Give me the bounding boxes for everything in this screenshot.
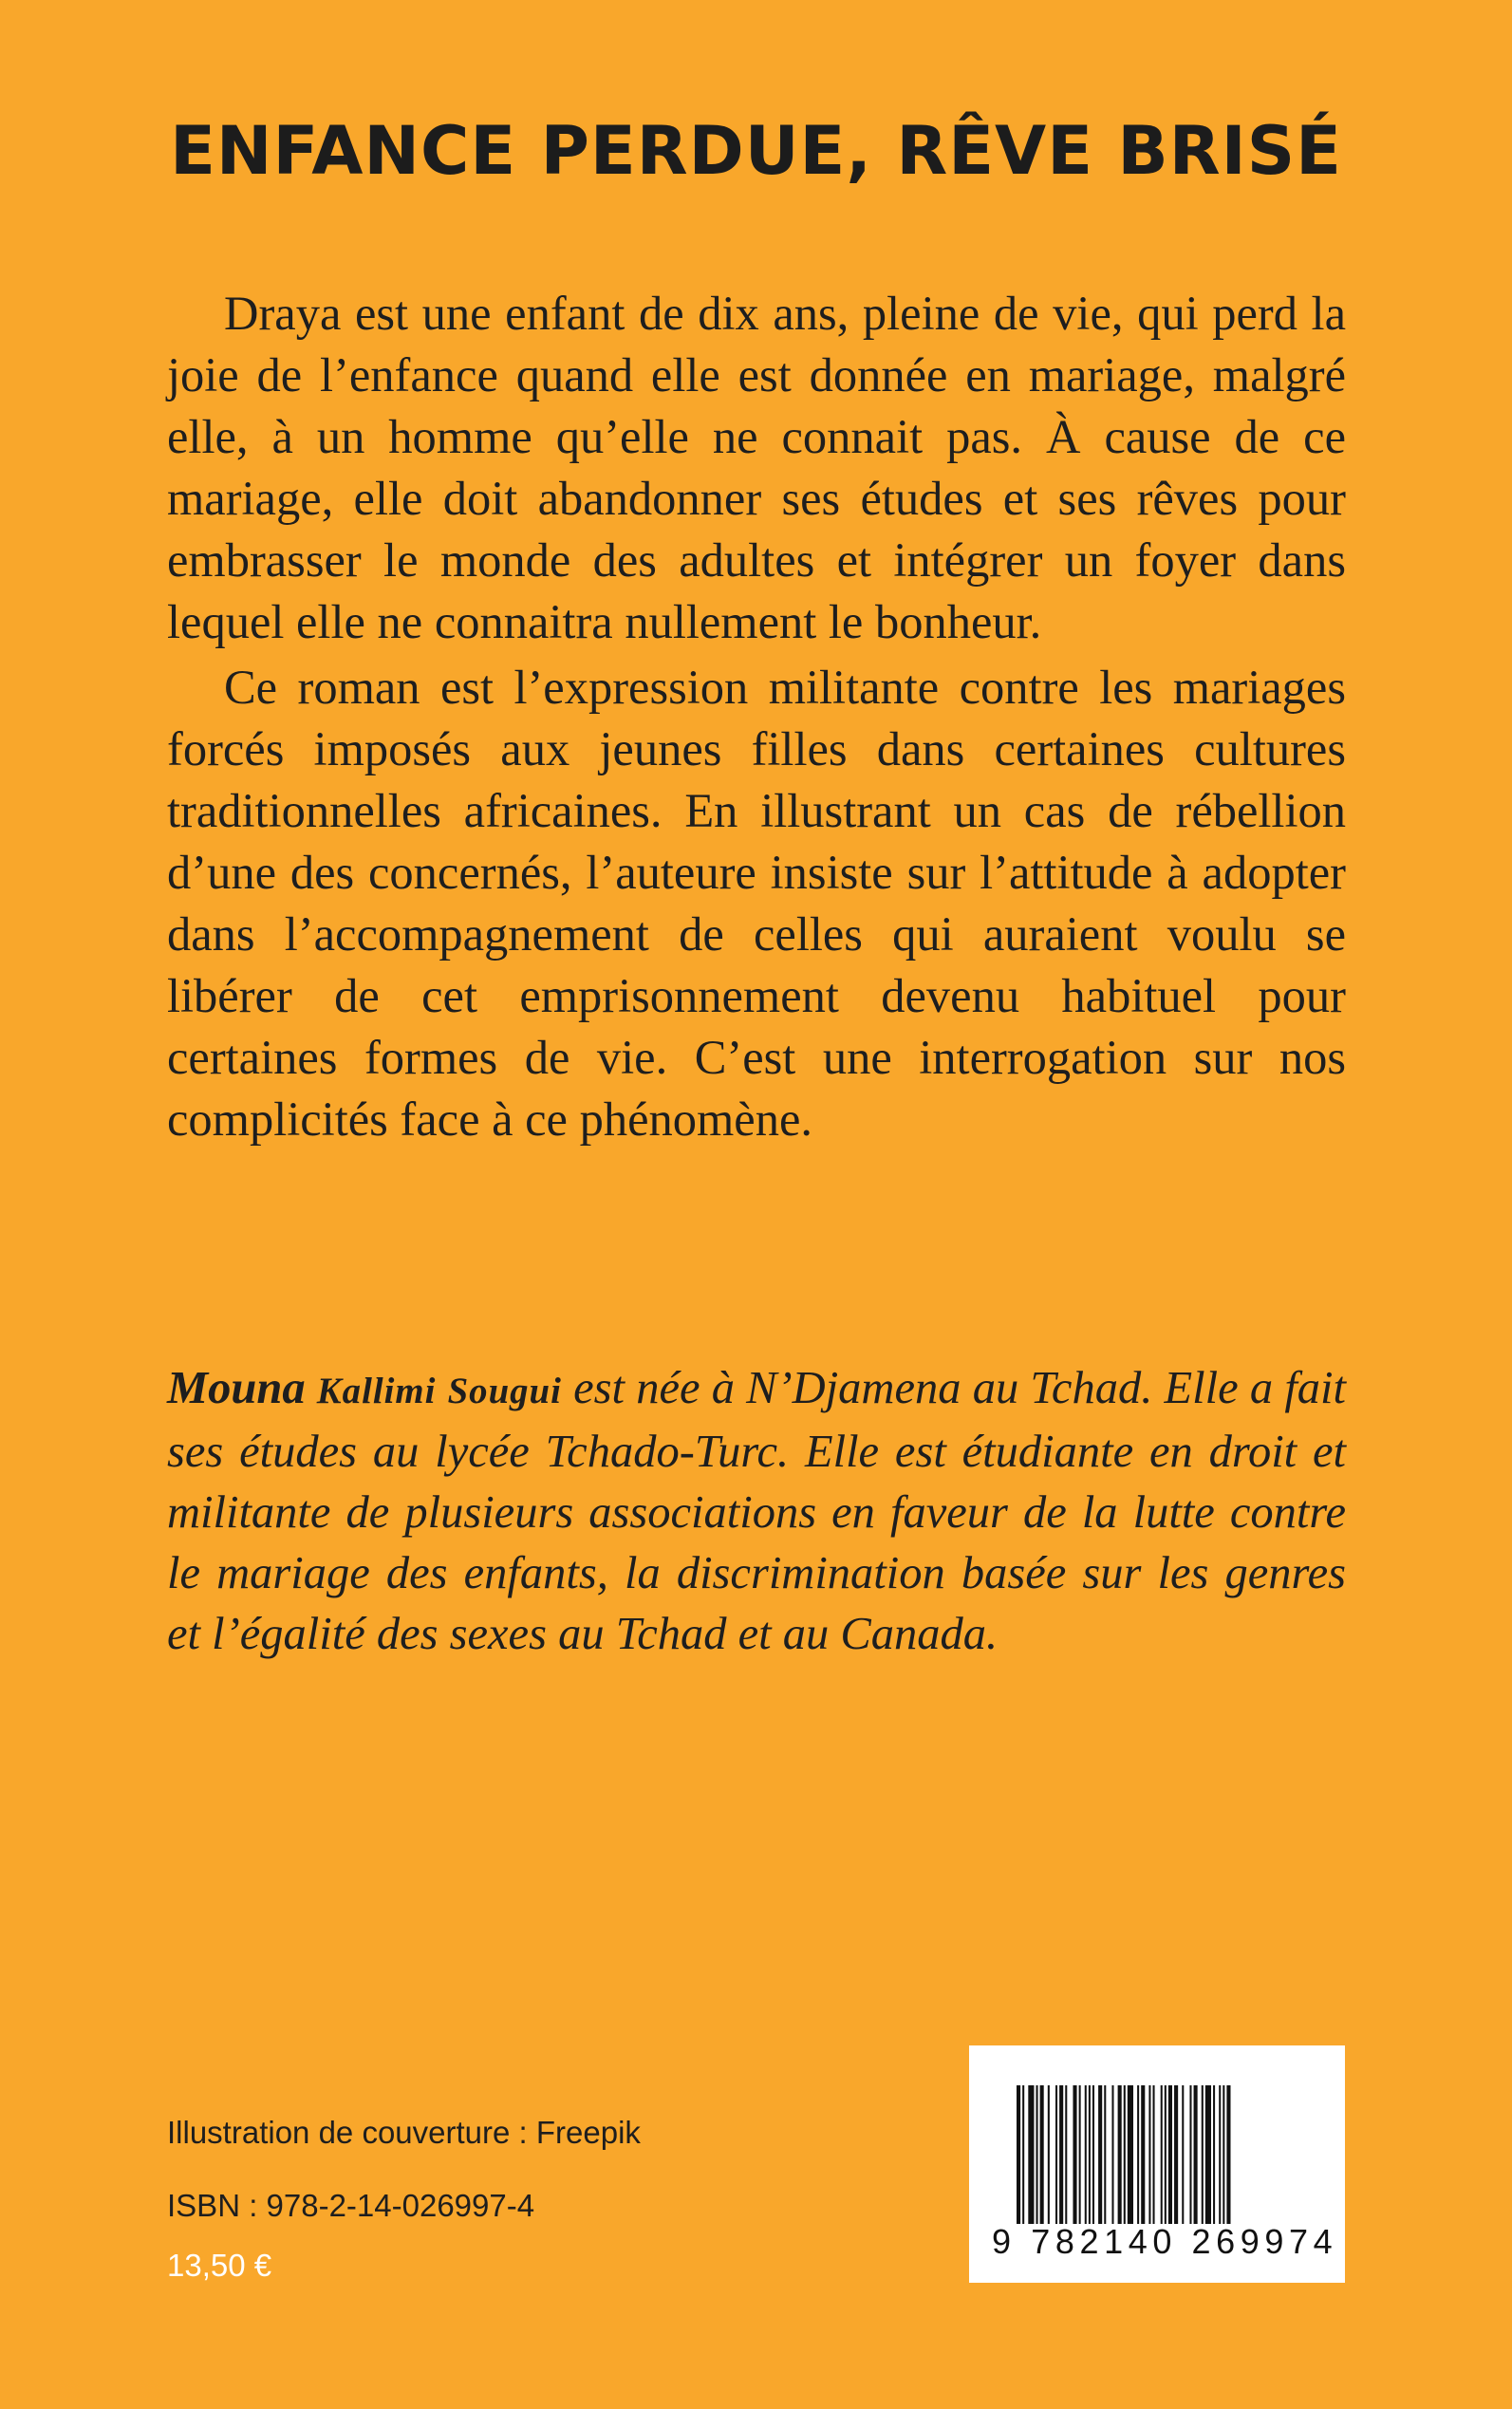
barcode-box [969, 2045, 1345, 2283]
isbn: ISBN : 978-2-14-026997-4 [167, 2188, 535, 2223]
barcode-bar [1055, 2085, 1057, 2224]
barcode-bar [1165, 2085, 1167, 2224]
barcode-bar [1213, 2085, 1215, 2224]
barcode-bar [1085, 2085, 1087, 2224]
barcode-bar [1111, 2085, 1113, 2224]
barcode-number: 9 782140 269974 [992, 2222, 1338, 2261]
barcode-bar [1073, 2085, 1076, 2224]
author-first-name: Mouna [167, 1363, 306, 1413]
author-last-name-1: Kallimi [316, 1371, 437, 1411]
barcode-bar [1017, 2085, 1020, 2224]
barcode-bar [1182, 2085, 1184, 2224]
barcode-bar [1104, 2085, 1106, 2224]
barcode-bar [1028, 2085, 1034, 2224]
author-name [167, 1363, 562, 1413]
barcode-bar [1202, 2085, 1204, 2224]
barcode-bar [1059, 2085, 1063, 2224]
barcode-bar [1141, 2085, 1145, 2224]
author-bio [167, 1358, 1346, 1665]
synopsis-paragraph: Ce roman est l’expression militante contre les mariages forcés imposés aux jeunes filles dans certaines cultures traditionnelles africaines. En illustrant un cas de rébellion d’une des concernés, l’auteure insiste sur l’attitude à adopter dans l’accompagnement de celles qui auraient voulu se libérer de cet emprisonnement devenu habituel pour certaines formes de vie. C’est une interrogation sur nos complicités face à ce phénomène. [167, 661, 1346, 1146]
barcode-bar [1022, 2085, 1024, 2224]
barcode-bar [1128, 2085, 1133, 2224]
barcode-bar [1189, 2085, 1191, 2224]
barcode-bar [1153, 2085, 1155, 2224]
barcode-bar [1168, 2085, 1172, 2224]
barcode-bar [1124, 2085, 1126, 2224]
author-last-name-2: Sougui [447, 1371, 562, 1411]
barcode-bar [1089, 2085, 1091, 2224]
synopsis-paragraph: Draya est une enfant de dix ans, pleine de vie, qui perd la joie de l’enfance quand elle est donnée en mariage, malgré elle, à un homme qu’elle ne connait pas. À cause de ce mariage, elle doit abandonner ses études et ses rêves pour embrasser le monde des adultes et intégrer un foyer dans lequel elle ne connaitra nullement le bonheur. [167, 287, 1346, 648]
barcode-bar [1205, 2085, 1211, 2224]
author-bio-text: est née à N’Djamena au Tchad. Elle a fait ses études au lycée Tchado-Turc. Elle est étudiante en droit et militante de plusieurs associations en faveur de la lutte contre le mariage des enfants, la discrimination basée sur les genres et l’égalité des sexes au Tchad et au Canada. [167, 1363, 1347, 1659]
price: 13,50 € [167, 2248, 272, 2283]
barcode-bar [1223, 2085, 1224, 2224]
synopsis [167, 283, 1346, 1154]
barcode-bar [1137, 2085, 1139, 2224]
book-title: ENFANCE PERDUE, RÊVE BRISÉ [170, 112, 1342, 190]
barcode-bar [1065, 2085, 1067, 2224]
barcode-bar [1161, 2085, 1163, 2224]
barcode-bar [1079, 2085, 1081, 2224]
barcode-bar [1098, 2085, 1102, 2224]
barcode-bar [1118, 2085, 1122, 2224]
barcode-bar [1148, 2085, 1150, 2224]
barcode-bar [1092, 2085, 1094, 2224]
barcode-bar [1194, 2085, 1198, 2224]
barcode-bar [1040, 2085, 1044, 2224]
barcode-icon [1017, 2085, 1297, 2224]
barcode-bar [1226, 2085, 1230, 2224]
barcode-bar [1036, 2085, 1038, 2224]
barcode-bar [1048, 2085, 1050, 2224]
barcode-bar [1174, 2085, 1178, 2224]
illustration-credit: Illustration de couverture : Freepik [167, 2115, 641, 2150]
barcode-bar [1219, 2085, 1221, 2224]
